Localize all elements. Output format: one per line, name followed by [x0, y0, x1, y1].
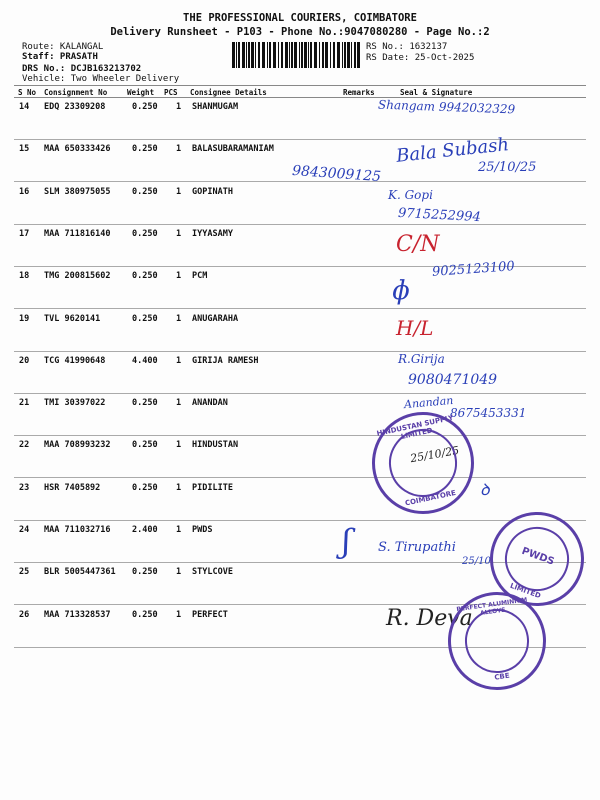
col-weight: Weight: [127, 88, 155, 97]
company-title: THE PROFESSIONAL COURIERS, COIMBATORE: [183, 12, 417, 24]
handwriting-row16-phone: 9715252994: [397, 205, 482, 226]
handwriting-row15-date: 25/10/25: [478, 160, 537, 175]
barcode-bar: [351, 42, 352, 68]
row-weight: 0.250: [132, 567, 158, 578]
row-pcs: 1: [176, 398, 182, 409]
row-pcs: 1: [176, 525, 182, 535]
barcode-bar: [251, 42, 254, 68]
barcode-bar: [269, 42, 271, 68]
barcode-bar: [248, 42, 250, 68]
row-pcs: 1: [176, 567, 182, 578]
barcode-bar: [322, 42, 324, 68]
table-row: [0, 479, 600, 521]
row-consignment-no: MAA 713328537: [44, 609, 111, 620]
row-consignee: BALASUBARAMANIAM: [192, 144, 274, 155]
row-weight: 0.250: [132, 271, 158, 282]
table-row: [0, 436, 600, 478]
row-sno: 23: [19, 482, 30, 493]
row-pcs: 1: [176, 144, 182, 155]
row-pcs: 1: [176, 271, 182, 282]
handwriting-row19: H/L: [396, 316, 434, 340]
row-pcs: 1: [176, 482, 182, 493]
rs-number: RS No.: 1632137: [366, 42, 448, 52]
row-sno: 14: [19, 102, 30, 112]
handwriting-row26-signature: R. Deva: [386, 606, 473, 631]
barcode-bar: [289, 42, 290, 68]
row-consignee: IYYASAMY: [192, 228, 233, 239]
barcode-bar: [301, 42, 303, 68]
handwriting-row14: Shangam 9942032329: [377, 97, 516, 117]
row-consignment-no: MAA 650333426: [44, 144, 111, 155]
barcode-bar: [325, 42, 328, 68]
handwriting-row23-mark: ꝺ: [480, 480, 490, 499]
row-weight: 4.400: [132, 355, 158, 366]
row-weight: 0.250: [132, 440, 158, 451]
row-weight: 0.250: [132, 482, 158, 493]
row-weight: 0.250: [132, 609, 158, 620]
barcode-bar: [294, 42, 297, 68]
row-pcs: 1: [176, 228, 182, 239]
barcode-bar: [344, 42, 346, 68]
row-consignment-no: TMG 200815602: [44, 271, 111, 282]
row-weight: 0.250: [132, 102, 158, 112]
row-consignee: HINDUSTAN: [192, 440, 239, 451]
table-row: [0, 352, 600, 394]
row-consignee: GOPINATH: [192, 186, 233, 197]
row-pcs: 1: [176, 186, 182, 197]
table-top-rule: [14, 85, 586, 86]
row-sno: 19: [19, 313, 30, 324]
barcode-bar: [354, 42, 356, 68]
barcode-bar: [273, 42, 276, 68]
row-consignment-no: EDQ 23309208: [44, 102, 106, 112]
barcode-bar: [236, 42, 237, 68]
handwriting-row15-phone: 9843009125: [291, 162, 382, 186]
barcode-bar: [232, 42, 235, 68]
handwriting-row21-phone: 8675453331: [450, 406, 527, 420]
barcode-bar: [347, 42, 350, 68]
row-consignee: STYLCOVE: [192, 567, 233, 578]
barcode: [232, 42, 360, 68]
barcode-bar: [357, 42, 360, 68]
row-sno: 18: [19, 271, 30, 282]
rs-date: RS Date: 25-Oct-2025: [366, 53, 475, 63]
row-consignee: ANANDAN: [192, 398, 228, 409]
barcode-bar: [304, 42, 307, 68]
row-sno: 16: [19, 186, 30, 197]
barcode-bar: [337, 42, 340, 68]
row-consignment-no: MAA 708993232: [44, 440, 111, 451]
col-pcs: PCS: [164, 88, 178, 97]
row-consignment-no: SLM 380975055: [44, 186, 111, 197]
barcode-bar: [267, 42, 268, 68]
row-consignee: GIRIJA RAMESH: [192, 355, 259, 366]
row-consignment-no: TMI 30397022: [44, 398, 106, 409]
col-consignment: Consignment No: [44, 88, 108, 97]
barcode-bar: [299, 42, 300, 68]
row-pcs: 1: [176, 355, 182, 366]
row-weight: 0.250: [132, 228, 158, 239]
stamp-perfect: PERFECT ALUMINIUM ALLOYS CBE: [442, 586, 553, 697]
row-consignee: PIDILITE: [192, 482, 233, 493]
row-consignment-no: TVL 9620141: [44, 313, 101, 324]
row-pcs: 1: [176, 440, 182, 451]
runsheet-subtitle: Delivery Runsheet - P103 - Phone No.:9047080280 - Page No.:2: [110, 26, 490, 38]
row-sno: 26: [19, 609, 30, 620]
barcode-bar: [308, 42, 309, 68]
row-consignment-no: MAA 711032716: [44, 525, 111, 535]
col-remarks: Remarks: [343, 88, 375, 97]
handwriting-row18: 9025123100: [431, 259, 516, 280]
col-seal: Seal & Signature: [400, 88, 473, 97]
handwriting-row24-date: 25/10: [462, 556, 491, 567]
barcode-bar: [285, 42, 288, 68]
barcode-bar: [281, 42, 283, 68]
barcode-bar: [278, 42, 279, 68]
col-sno: S No: [18, 88, 37, 97]
stamp-pwds: PWDS LIMITED: [477, 499, 597, 619]
row-consignee: ANUGARAHA: [192, 313, 239, 324]
row-weight: 0.250: [132, 186, 158, 197]
barcode-bar: [319, 42, 320, 68]
row-sno: 15: [19, 144, 30, 155]
barcode-bar: [330, 42, 331, 68]
row-consignee: PWDS: [192, 525, 213, 535]
barcode-bar: [242, 42, 245, 68]
row-pcs: 1: [176, 609, 182, 620]
route-label: Route: KALANGAL: [22, 42, 104, 52]
handwriting-row22-date: 25/10/25: [409, 443, 461, 466]
row-sno: 24: [19, 525, 30, 535]
vehicle-label: Vehicle: Two Wheeler Delivery: [22, 74, 180, 84]
barcode-bar: [342, 42, 343, 68]
row-consignee: PCM: [192, 271, 208, 282]
row-weight: 0.250: [132, 313, 158, 324]
row-sno: 25: [19, 567, 30, 578]
row-consignment-no: HSR 7405892: [44, 482, 101, 493]
barcode-bar: [333, 42, 335, 68]
drs-number: DRS No.: DCJB163213702: [22, 64, 142, 74]
barcode-bar: [246, 42, 247, 68]
row-consignment-no: MAA 711816140: [44, 228, 111, 239]
barcode-bar: [310, 42, 312, 68]
handwriting-row24-remark-mark: ʃ: [342, 522, 351, 560]
handwriting-row17: C/N: [396, 232, 440, 257]
handwriting-row20-name: R.Girija: [398, 352, 445, 366]
col-consignee: Consignee Details: [190, 88, 267, 97]
row-pcs: 1: [176, 313, 182, 324]
handwriting-row20-phone: 9080471049: [408, 372, 498, 388]
handwriting-row18-mark: ɸ: [392, 276, 410, 306]
row-sno: 22: [19, 440, 30, 451]
barcode-bar: [314, 42, 317, 68]
barcode-bar: [291, 42, 293, 68]
row-sno: 17: [19, 228, 30, 239]
row-consignment-no: BLR 5005447361: [44, 567, 116, 578]
row-sno: 20: [19, 355, 30, 366]
stamp-hindustan: HINDUSTAN SUPPLY LIMITED COIMBATORE: [363, 403, 484, 524]
row-consignment-no: TCG 41990648: [44, 355, 106, 366]
row-weight: 0.250: [132, 144, 158, 155]
row-consignee: PERFECT: [192, 609, 228, 620]
barcode-bar: [258, 42, 260, 68]
row-weight: 2.400: [132, 525, 158, 535]
table-row: [0, 183, 600, 225]
handwriting-row24-signature: S. Tirupathi: [378, 540, 456, 555]
barcode-bar: [255, 42, 256, 68]
row-sno: 21: [19, 398, 30, 409]
row-weight: 0.250: [132, 398, 158, 409]
handwriting-row15-signature: Bala Subash: [395, 134, 510, 167]
staff-label: Staff: PRASATH: [22, 52, 98, 62]
barcode-bar: [262, 42, 265, 68]
barcode-bar: [238, 42, 240, 68]
handwriting-row21-signature: Anandan: [403, 393, 454, 412]
row-consignee: SHANMUGAM: [192, 102, 239, 112]
handwriting-row16-signature: K. Gopi: [388, 188, 433, 202]
row-pcs: 1: [176, 102, 182, 112]
table-row: [0, 310, 600, 352]
